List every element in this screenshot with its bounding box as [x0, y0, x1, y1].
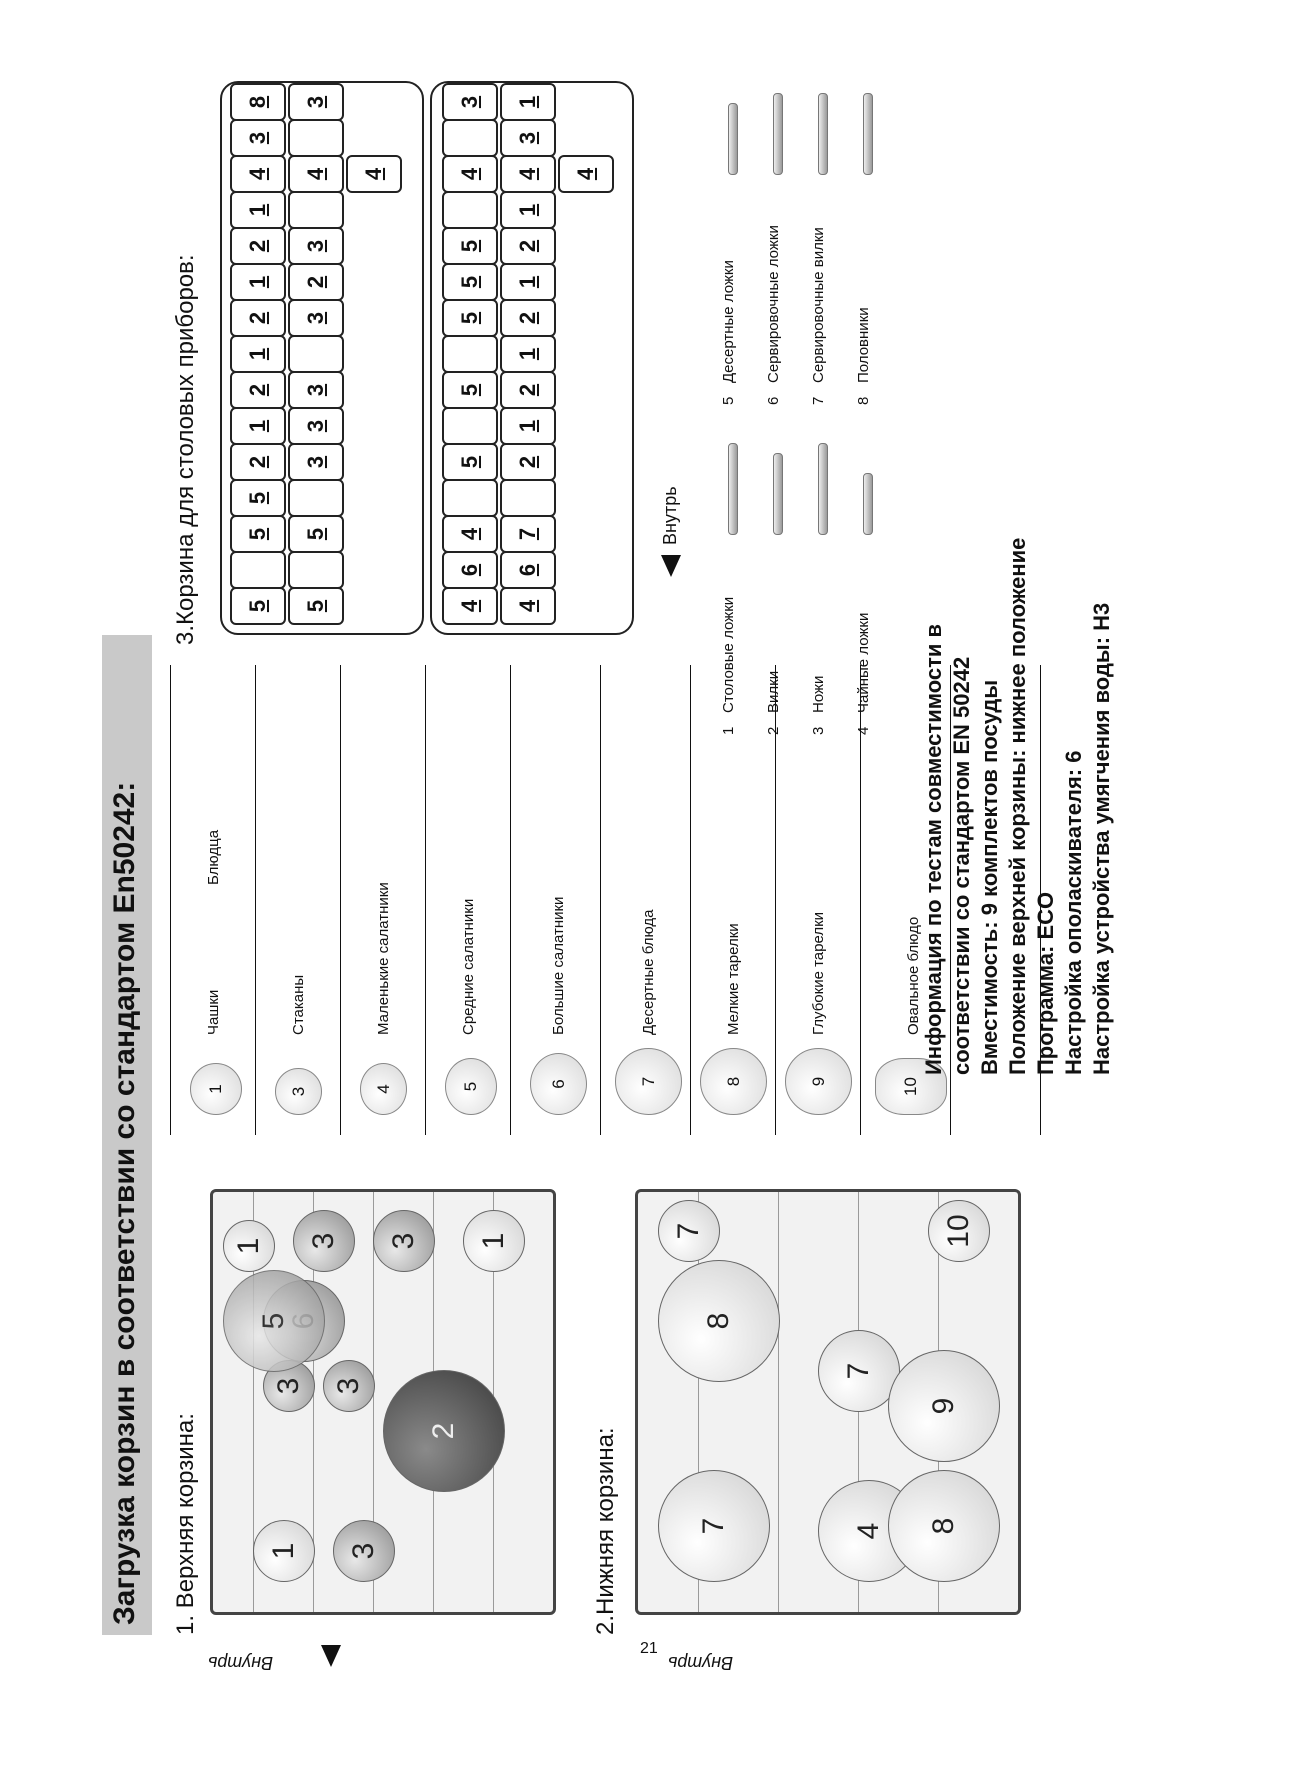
cutlery-cell-bottom: 4	[442, 587, 498, 625]
cutlery-cell-bottom: 3	[442, 83, 498, 121]
cutlery-cell-bottom	[442, 479, 498, 517]
oval-platter: 10	[928, 1200, 990, 1262]
title-bar	[102, 635, 152, 1635]
info-line: Информация по тестам совместимости в	[921, 623, 946, 1075]
cutlery-cell-bottom: 5	[442, 443, 498, 481]
info-line: Настройка устройства умягчения воды: H3	[1089, 602, 1114, 1075]
cutlery-cell-top: 1	[230, 335, 286, 373]
glass-icon: 3	[275, 1068, 322, 1115]
plate-stack: 8	[888, 1470, 1000, 1582]
cutlery-cell-top: 3	[288, 227, 344, 265]
cutlery-cell-top: 3	[288, 371, 344, 409]
upper-basket-illustration	[210, 1189, 556, 1615]
upper-basket-direction: Внутрь	[207, 1652, 274, 1673]
cutlery-cell-bottom: 2	[500, 371, 556, 409]
cutlery-cell-bottom: 5	[442, 263, 498, 301]
cutlery-cell-top	[288, 119, 344, 157]
legend-item: 2Вилки	[765, 670, 782, 735]
cutlery-cell-bottom: 5	[442, 371, 498, 409]
cutlery-cell-top: 2	[230, 227, 286, 265]
cutlery-cell-bottom	[442, 119, 498, 157]
flat-plate-icon: 8	[700, 1048, 767, 1115]
page-title: Загрузка корзин в соответствии со стандартом En50242:	[108, 781, 141, 1625]
cutlery-cell-top: 5	[230, 515, 286, 553]
dish-label: Большие салатники	[550, 896, 567, 1035]
plate-stack: 7	[658, 1470, 770, 1582]
cutlery-legend	[720, 95, 910, 735]
cutlery-cell-bottom: 3	[500, 119, 556, 157]
cutlery-cell-bottom: 1	[500, 263, 556, 301]
glass-item: 3	[333, 1520, 395, 1582]
glass-item: 3	[293, 1210, 355, 1272]
cup-item: 1	[463, 1210, 525, 1272]
cutlery-direction: Внутрь	[660, 486, 680, 545]
info-line: Программа: ECO	[1033, 891, 1058, 1075]
deep-plate-icon: 9	[785, 1048, 852, 1115]
cutlery-cell-bottom: 1	[500, 335, 556, 373]
cutlery-cell-bottom: 4	[442, 155, 498, 193]
cutlery-cell-top: 5	[288, 515, 344, 553]
tablespoon-icon	[728, 443, 738, 535]
dish-label: Мелкие тарелки	[725, 923, 742, 1035]
cutlery-cell-top: 2	[288, 263, 344, 301]
legend-item: 1Столовые ложки	[720, 596, 737, 735]
cutlery-cell-bottom: 5	[442, 299, 498, 337]
dessert-spoon-icon	[728, 103, 738, 175]
cutlery-cell-top	[288, 335, 344, 373]
cup-item: 1	[223, 1220, 275, 1272]
cutlery-cell-bottom: 5	[442, 227, 498, 265]
dish-label: Средние салатники	[460, 898, 477, 1035]
rotated-content	[80, 75, 1200, 1673]
page-number: 21	[640, 1640, 658, 1657]
cutlery-cell-bottom: 4	[500, 155, 556, 193]
large-bowl: 5	[223, 1270, 325, 1372]
cutlery-cell-top: 2	[230, 443, 286, 481]
cutlery-cell-bottom: 4	[500, 587, 556, 625]
dish-label: Глубокие тарелки	[810, 911, 827, 1035]
cutlery-cell-bottom: 2	[500, 227, 556, 265]
cutlery-cell-top	[288, 191, 344, 229]
dish-label: Маленькие салатники	[375, 882, 392, 1035]
cutlery-cell-bottom	[442, 191, 498, 229]
cutlery-cell-bottom	[442, 407, 498, 445]
legend-item: 8Половники	[855, 307, 872, 405]
cutlery-cell-bottom: 1	[500, 191, 556, 229]
small-bowl: 3	[323, 1360, 375, 1412]
cutlery-cell-top: 3	[230, 119, 286, 157]
dish-label: Овальное блюдо	[905, 916, 922, 1035]
cutlery-cell-bottom: 6	[500, 551, 556, 589]
cutlery-cell-bottom: 2	[500, 443, 556, 481]
cutlery-cell-top: 4	[230, 155, 286, 193]
large-bowl-icon: 6	[530, 1053, 587, 1115]
legend-item: 7Сервировочные вилки	[810, 227, 827, 405]
dessert-plate: 7	[658, 1200, 720, 1262]
small-bowl: 3	[263, 1360, 315, 1412]
cutlery-cell-bottom	[442, 335, 498, 373]
cutlery-cell-top: 1	[230, 407, 286, 445]
cutlery-cell-top: 4	[346, 155, 402, 193]
serving-spoon-icon	[773, 93, 783, 175]
lower-basket-illustration	[635, 1189, 1021, 1615]
glass-item: 3	[373, 1210, 435, 1272]
cutlery-basket-label: 3.Корзина для столовых приборов:	[172, 254, 199, 645]
legend-item: 3Ножи	[810, 675, 827, 735]
cutlery-cell-bottom: 7	[500, 515, 556, 553]
dessert-plate-icon: 7	[615, 1048, 682, 1115]
dish-label: Чашки	[205, 989, 222, 1035]
cutlery-cell-top: 8	[230, 83, 286, 121]
dish-label: Десертные блюда	[640, 909, 657, 1035]
cutlery-cell-bottom: 2	[500, 299, 556, 337]
cutlery-cell-top: 5	[230, 479, 286, 517]
dessert-plate: 7	[818, 1330, 900, 1412]
info-line: Вместимость: 9 комплектов посуды	[977, 679, 1002, 1075]
cutlery-cell-bottom: 4	[558, 155, 614, 193]
legend-item: 4Чайные ложки	[855, 612, 872, 735]
cutlery-cell-top	[288, 551, 344, 589]
cutlery-cell-top	[288, 479, 344, 517]
deep-plate-stack: 9	[888, 1350, 1000, 1462]
cutlery-cell-top: 2	[230, 299, 286, 337]
cup-item: 1	[253, 1520, 315, 1582]
bowl-item: 4	[818, 1480, 920, 1582]
cutlery-cell-top: 5	[288, 587, 344, 625]
upper-basket-label: 1. Верхняя корзина:	[172, 1413, 199, 1635]
fork-icon	[773, 453, 783, 535]
info-line: Положение верхней корзины: нижнее положение	[1005, 537, 1030, 1075]
cutlery-cell-top: 5	[230, 587, 286, 625]
cutlery-cell-bottom: 1	[500, 407, 556, 445]
cutlery-cell-top: 3	[288, 299, 344, 337]
cutlery-cell-bottom: 4	[442, 515, 498, 553]
info-line: соответствии со стандартом EN 50242	[949, 656, 974, 1075]
medium-bowl-icon: 5	[445, 1058, 497, 1115]
cutlery-cell-top: 4	[288, 155, 344, 193]
plate-stack: 8	[658, 1260, 780, 1382]
lower-basket-direction: Внутрь	[667, 1652, 734, 1673]
cutlery-cell-bottom: 6	[442, 551, 498, 589]
legend-item: 5Десертные ложки	[720, 260, 737, 405]
ladle-icon	[863, 93, 873, 175]
small-bowl-icon: 4	[360, 1063, 407, 1115]
cutlery-cell-bottom: 1	[500, 83, 556, 121]
cutlery-cell-top: 1	[230, 191, 286, 229]
cutlery-cell-top	[230, 551, 286, 589]
oval-platter-icon: 10	[875, 1058, 947, 1115]
cutlery-cell-top: 3	[288, 407, 344, 445]
cutlery-cell-top: 1	[230, 263, 286, 301]
knife-icon	[818, 443, 828, 535]
cutlery-cell-top: 2	[230, 371, 286, 409]
dish-label: Блюдца	[205, 829, 222, 885]
cutlery-cell-top: 3	[288, 83, 344, 121]
legend-item: 6Сервировочные ложки	[765, 225, 782, 405]
info-line: Настройка ополаскивателя: 6	[1061, 750, 1086, 1075]
saucer-stack: 2	[383, 1370, 505, 1492]
serving-fork-icon	[818, 93, 828, 175]
lower-basket-label: 2.Нижняя корзина:	[592, 1427, 619, 1635]
cutlery-cell-top: 3	[288, 443, 344, 481]
dish-label: Стаканы	[290, 974, 307, 1035]
cup-icon: 1	[190, 1063, 242, 1115]
teaspoon-icon	[863, 473, 873, 535]
cutlery-cell-bottom	[500, 479, 556, 517]
dish-table	[170, 665, 1040, 1135]
compatibility-info	[920, 538, 1116, 1075]
